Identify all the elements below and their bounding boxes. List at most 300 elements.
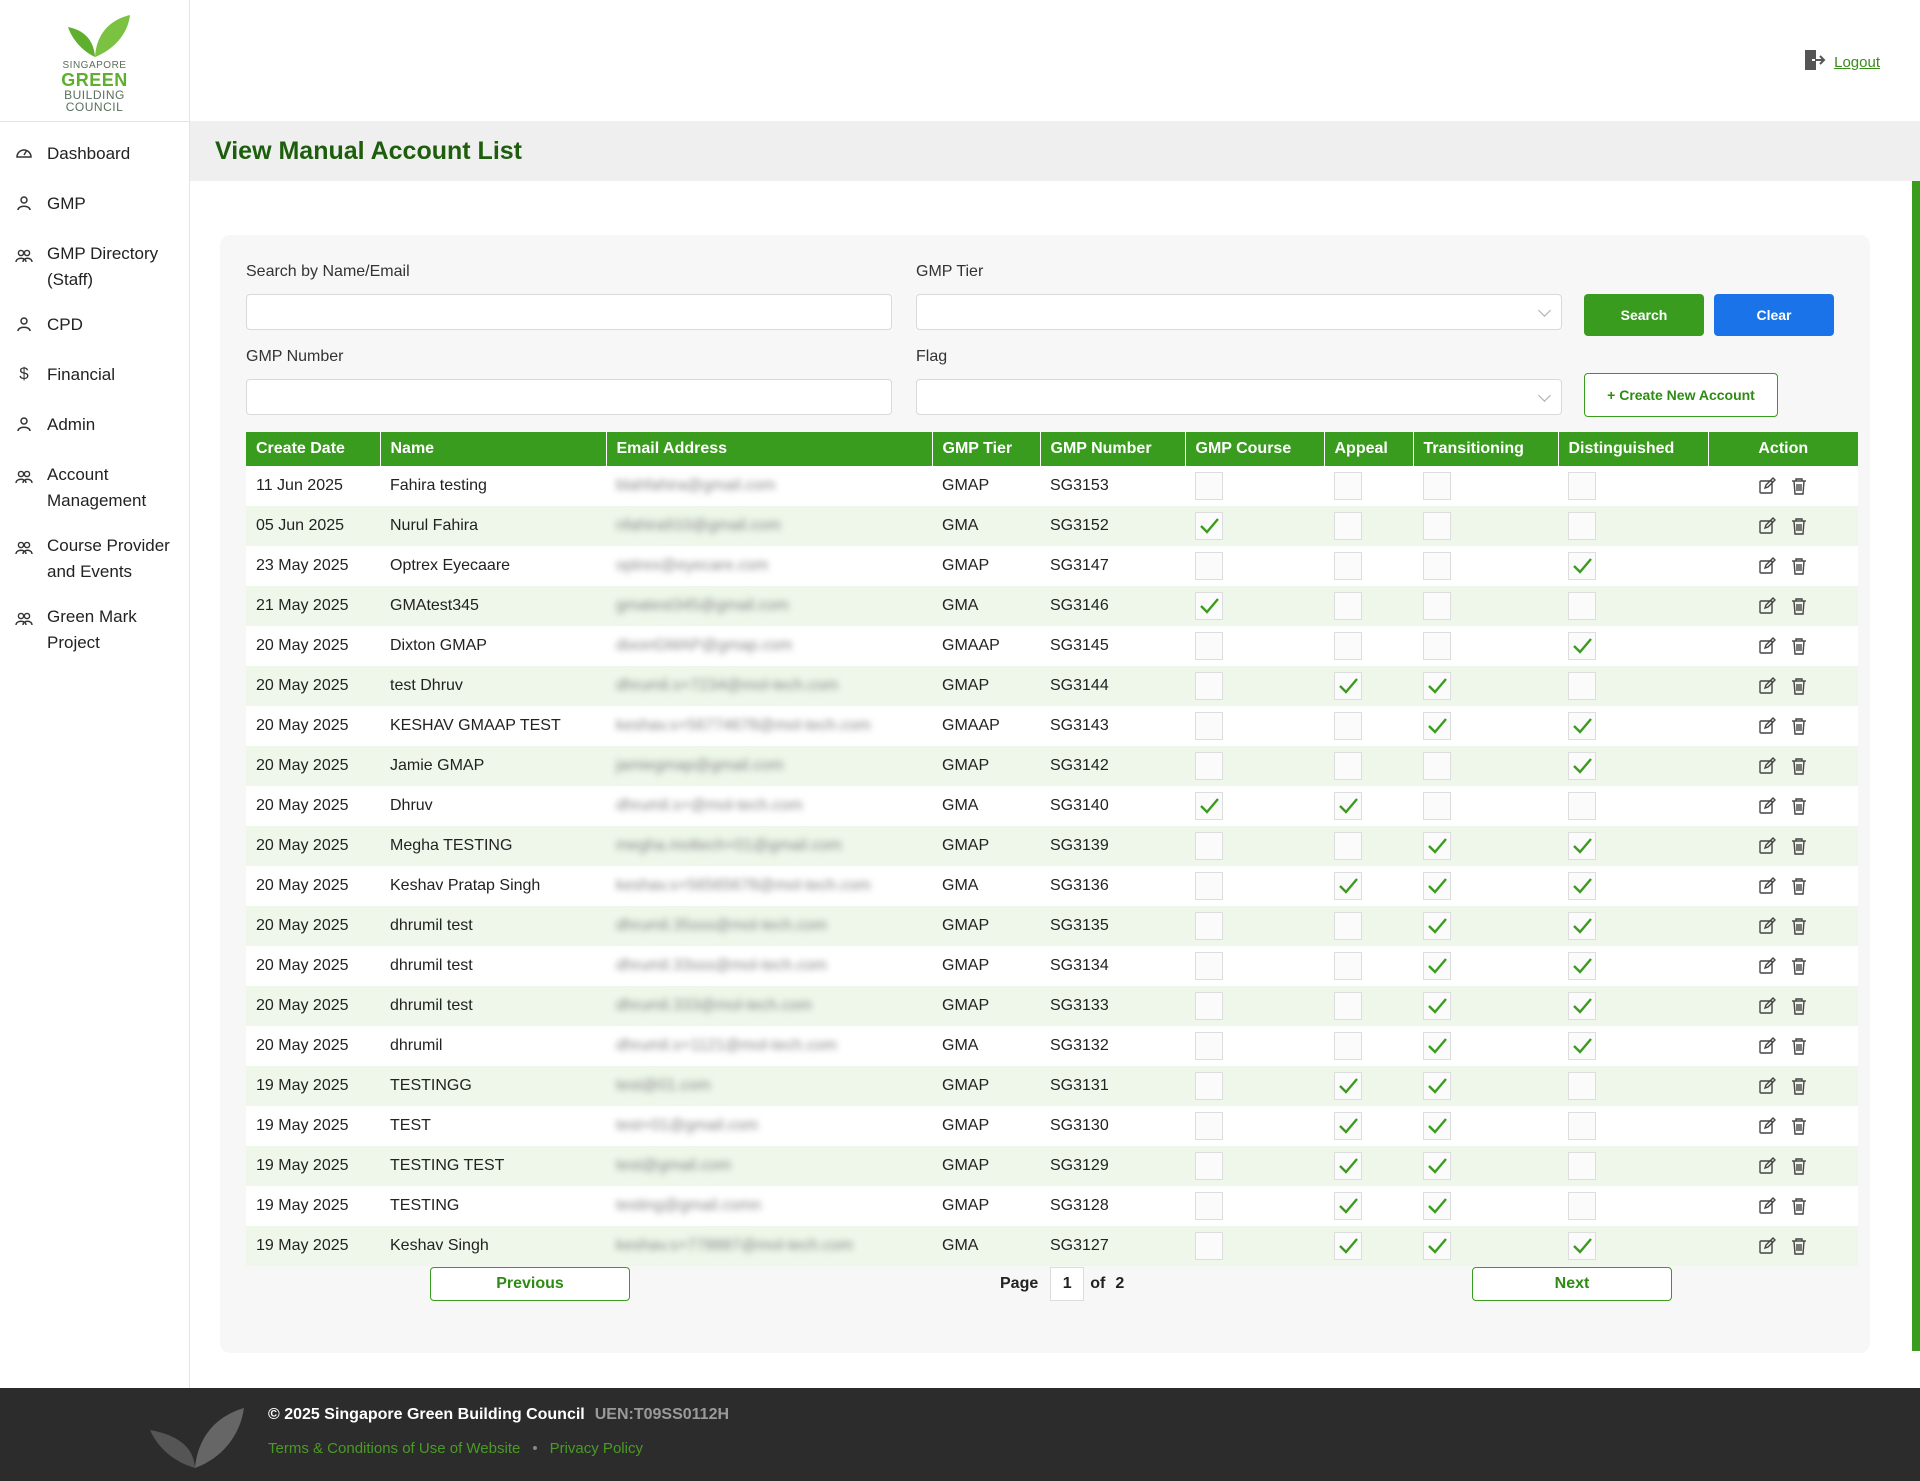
cell-email — [606, 666, 932, 706]
cell-transitioning — [1413, 706, 1558, 746]
gmp-course-checkbox[interactable] — [1195, 992, 1223, 1020]
logo-line2: GREEN — [61, 69, 128, 90]
logout-area[interactable] — [1802, 48, 1880, 77]
transitioning-checkbox[interactable] — [1423, 952, 1451, 980]
edit-icon[interactable] — [1758, 637, 1776, 655]
cell-gmp-course — [1185, 666, 1324, 706]
trash-icon[interactable] — [1790, 877, 1808, 895]
cell-appeal — [1324, 866, 1413, 906]
cell-action — [1708, 946, 1858, 986]
col-gmp-tier: GMP Tier — [932, 432, 1040, 466]
email-text: keshav.s+56774678@mol-tech.com — [616, 717, 871, 734]
sidebar-nav — [0, 122, 189, 666]
sidebar-item-financial[interactable] — [0, 353, 189, 403]
gmp-course-checkbox[interactable] — [1195, 912, 1223, 940]
cell-create-date: 19 May 2025 — [246, 1226, 380, 1266]
cell-distinguished — [1558, 786, 1708, 826]
edit-icon[interactable] — [1758, 557, 1776, 575]
edit-icon[interactable] — [1758, 517, 1776, 535]
cell-gmp-tier: GMAP — [932, 1186, 1040, 1226]
edit-icon[interactable] — [1758, 917, 1776, 935]
cell-name: Megha TESTING — [380, 826, 606, 866]
cell-name: Nurul Fahira — [380, 506, 606, 546]
sidebar-item-label: Dashboard — [47, 144, 131, 163]
distinguished-checkbox[interactable] — [1568, 1192, 1596, 1220]
gmp-course-checkbox[interactable] — [1195, 1112, 1223, 1140]
cell-gmp-tier: GMA — [932, 786, 1040, 826]
main-content — [190, 181, 1920, 1388]
cell-gmp-course — [1185, 506, 1324, 546]
appeal-checkbox[interactable] — [1334, 472, 1362, 500]
table-row — [246, 1186, 1858, 1226]
footer — [0, 1388, 1920, 1481]
sidebar-item-cpd[interactable] — [0, 303, 189, 353]
cell-transitioning — [1413, 1106, 1558, 1146]
distinguished-checkbox[interactable] — [1568, 512, 1596, 540]
transitioning-checkbox[interactable] — [1423, 752, 1451, 780]
col-transitioning: Transitioning — [1413, 432, 1558, 466]
table-row — [246, 466, 1858, 506]
cell-create-date: 23 May 2025 — [246, 546, 380, 586]
appeal-checkbox[interactable] — [1334, 512, 1362, 540]
transitioning-checkbox[interactable] — [1423, 632, 1451, 660]
logo-line1: SINGAPORE — [62, 59, 127, 71]
edit-icon[interactable] — [1758, 1237, 1776, 1255]
cell-transitioning — [1413, 506, 1558, 546]
cell-action — [1708, 586, 1858, 626]
cell-gmp-tier: GMAP — [932, 746, 1040, 786]
table-row — [246, 906, 1858, 946]
appeal-checkbox[interactable] — [1334, 552, 1362, 580]
users-icon — [14, 538, 34, 558]
cell-appeal — [1324, 506, 1413, 546]
trash-icon[interactable] — [1790, 637, 1808, 655]
user-icon — [14, 193, 34, 213]
cell-gmp-number: SG3128 — [1040, 1186, 1185, 1226]
cell-email — [606, 1146, 932, 1186]
appeal-checkbox[interactable] — [1334, 1152, 1362, 1180]
table-row — [246, 666, 1858, 706]
cell-action — [1708, 986, 1858, 1026]
cell-appeal — [1324, 706, 1413, 746]
cell-name: Dhruv — [380, 786, 606, 826]
transitioning-checkbox[interactable] — [1423, 672, 1451, 700]
cell-email — [606, 1106, 932, 1146]
trash-icon[interactable] — [1790, 997, 1808, 1015]
trash-icon[interactable] — [1790, 757, 1808, 775]
flag-select[interactable] — [916, 379, 1562, 415]
privacy-link[interactable]: Privacy Policy — [549, 1440, 643, 1457]
cell-transitioning — [1413, 1146, 1558, 1186]
uen-text: UEN:T09SS0112H — [594, 1406, 730, 1423]
gmp-course-checkbox[interactable] — [1195, 1152, 1223, 1180]
cell-action — [1708, 1186, 1858, 1226]
gmp-course-checkbox[interactable] — [1195, 792, 1223, 820]
distinguished-checkbox[interactable] — [1568, 872, 1596, 900]
edit-icon[interactable] — [1758, 597, 1776, 615]
user-icon — [14, 414, 34, 434]
cell-gmp-course — [1185, 986, 1324, 1026]
gmp-number-label: GMP Number — [246, 348, 344, 365]
transitioning-checkbox[interactable] — [1423, 472, 1451, 500]
distinguished-checkbox[interactable] — [1568, 1232, 1596, 1260]
logout-link[interactable]: Logout — [1834, 54, 1880, 71]
trash-icon[interactable] — [1790, 837, 1808, 855]
col-email: Email Address — [606, 432, 932, 466]
trash-icon[interactable] — [1790, 957, 1808, 975]
cell-distinguished — [1558, 706, 1708, 746]
cell-gmp-number: SG3147 — [1040, 546, 1185, 586]
table-row — [246, 986, 1858, 1026]
trash-icon[interactable] — [1790, 1077, 1808, 1095]
table-row — [246, 506, 1858, 546]
table-row — [246, 1026, 1858, 1066]
appeal-checkbox[interactable] — [1334, 832, 1362, 860]
cell-gmp-course — [1185, 946, 1324, 986]
gmp-course-checkbox[interactable] — [1195, 1072, 1223, 1100]
edit-icon[interactable] — [1758, 1077, 1776, 1095]
edit-icon[interactable] — [1758, 477, 1776, 495]
col-appeal: Appeal — [1324, 432, 1413, 466]
cell-gmp-tier: GMAP — [932, 546, 1040, 586]
distinguished-checkbox[interactable] — [1568, 1072, 1596, 1100]
distinguished-checkbox[interactable] — [1568, 1032, 1596, 1060]
cell-create-date: 19 May 2025 — [246, 1186, 380, 1226]
appeal-checkbox[interactable] — [1334, 592, 1362, 620]
cell-gmp-tier: GMAP — [932, 906, 1040, 946]
gmp-course-checkbox[interactable] — [1195, 712, 1223, 740]
sidebar-item-gmp[interactable] — [0, 182, 189, 232]
trash-icon[interactable] — [1790, 797, 1808, 815]
sgbc-logo[interactable] — [0, 0, 189, 122]
edit-icon[interactable] — [1758, 1157, 1776, 1175]
table-row — [246, 866, 1858, 906]
next-button[interactable]: Next — [1472, 1267, 1672, 1301]
appeal-checkbox[interactable] — [1334, 1192, 1362, 1220]
appeal-checkbox[interactable] — [1334, 672, 1362, 700]
transitioning-checkbox[interactable] — [1423, 1072, 1451, 1100]
cell-gmp-course — [1185, 786, 1324, 826]
trash-icon[interactable] — [1790, 1117, 1808, 1135]
cell-create-date: 20 May 2025 — [246, 986, 380, 1026]
transitioning-checkbox[interactable] — [1423, 1032, 1451, 1060]
cell-name: GMAtest345 — [380, 586, 606, 626]
distinguished-checkbox[interactable] — [1568, 592, 1596, 620]
transitioning-checkbox[interactable] — [1423, 792, 1451, 820]
appeal-checkbox[interactable] — [1334, 712, 1362, 740]
transitioning-checkbox[interactable] — [1423, 592, 1451, 620]
cell-action — [1708, 1066, 1858, 1106]
cell-appeal — [1324, 466, 1413, 506]
footer-separator: • — [532, 1440, 538, 1457]
cell-distinguished — [1558, 1186, 1708, 1226]
appeal-checkbox[interactable] — [1334, 952, 1362, 980]
users-icon — [14, 609, 34, 629]
distinguished-checkbox[interactable] — [1568, 1152, 1596, 1180]
sidebar-item-course-provider[interactable] — [0, 524, 189, 595]
cell-name: TEST — [380, 1106, 606, 1146]
copyright-text: © 2025 Singapore Green Building Council — [268, 1406, 585, 1423]
sidebar-item-label: GMP Directory (Staff) — [47, 244, 159, 289]
transitioning-checkbox[interactable] — [1423, 1192, 1451, 1220]
trash-icon[interactable] — [1790, 517, 1808, 535]
edit-icon[interactable] — [1758, 757, 1776, 775]
cell-gmp-tier: GMAP — [932, 1146, 1040, 1186]
page-indicator — [1000, 1267, 1124, 1301]
appeal-checkbox[interactable] — [1334, 872, 1362, 900]
cell-gmp-number: SG3140 — [1040, 786, 1185, 826]
cell-email — [606, 546, 932, 586]
edit-icon[interactable] — [1758, 837, 1776, 855]
cell-action — [1708, 906, 1858, 946]
sidebar-item-green-mark-project[interactable] — [0, 595, 189, 666]
cell-name: dhrumil — [380, 1026, 606, 1066]
cell-gmp-course — [1185, 746, 1324, 786]
gmp-number-input[interactable] — [246, 379, 892, 415]
scroll-indicator[interactable] — [1912, 181, 1920, 1351]
cell-gmp-course — [1185, 626, 1324, 666]
cell-distinguished — [1558, 866, 1708, 906]
cell-gmp-tier: GMA — [932, 1226, 1040, 1266]
trash-icon[interactable] — [1790, 1197, 1808, 1215]
distinguished-checkbox[interactable] — [1568, 472, 1596, 500]
gmp-course-checkbox[interactable] — [1195, 872, 1223, 900]
flag-label: Flag — [916, 348, 948, 365]
cell-create-date: 21 May 2025 — [246, 586, 380, 626]
edit-icon[interactable] — [1758, 717, 1776, 735]
cell-appeal — [1324, 1026, 1413, 1066]
cell-transitioning — [1413, 586, 1558, 626]
cell-gmp-number: SG3144 — [1040, 666, 1185, 706]
gmp-course-checkbox[interactable] — [1195, 472, 1223, 500]
cell-email — [606, 986, 932, 1026]
gmp-course-checkbox[interactable] — [1195, 592, 1223, 620]
sidebar-item-gmp-directory[interactable] — [0, 232, 189, 303]
trash-icon[interactable] — [1790, 597, 1808, 615]
gmp-course-checkbox[interactable] — [1195, 632, 1223, 660]
edit-icon[interactable] — [1758, 797, 1776, 815]
edit-icon[interactable] — [1758, 677, 1776, 695]
sidebar-item-dashboard[interactable] — [0, 132, 189, 182]
email-text: optrex@eyecare.com — [616, 557, 769, 574]
gmp-course-checkbox[interactable] — [1195, 672, 1223, 700]
cell-create-date: 20 May 2025 — [246, 626, 380, 666]
cell-distinguished — [1558, 1226, 1708, 1266]
sidebar-item-label: GMP — [47, 194, 86, 213]
cell-appeal — [1324, 1146, 1413, 1186]
gmp-course-checkbox[interactable] — [1195, 752, 1223, 780]
distinguished-checkbox[interactable] — [1568, 632, 1596, 660]
transitioning-checkbox[interactable] — [1423, 512, 1451, 540]
cell-distinguished — [1558, 586, 1708, 626]
cell-email — [606, 746, 932, 786]
cell-email — [606, 826, 932, 866]
cell-action — [1708, 786, 1858, 826]
cell-action — [1708, 626, 1858, 666]
cell-create-date: 20 May 2025 — [246, 826, 380, 866]
edit-icon[interactable] — [1758, 997, 1776, 1015]
cell-distinguished — [1558, 746, 1708, 786]
cell-gmp-tier: GMAP — [932, 1106, 1040, 1146]
transitioning-checkbox[interactable] — [1423, 712, 1451, 740]
distinguished-checkbox[interactable] — [1568, 792, 1596, 820]
email-text: dhrumil.333@mol-tech.com — [616, 997, 812, 1014]
transitioning-checkbox[interactable] — [1423, 872, 1451, 900]
cell-name: Keshav Singh — [380, 1226, 606, 1266]
current-page-input[interactable]: 1 — [1050, 1267, 1084, 1301]
distinguished-checkbox[interactable] — [1568, 952, 1596, 980]
transitioning-checkbox[interactable] — [1423, 1152, 1451, 1180]
trash-icon[interactable] — [1790, 1237, 1808, 1255]
cell-gmp-tier: GMA — [932, 586, 1040, 626]
transitioning-checkbox[interactable] — [1423, 912, 1451, 940]
appeal-checkbox[interactable] — [1334, 1112, 1362, 1140]
edit-icon[interactable] — [1758, 1037, 1776, 1055]
gmp-course-checkbox[interactable] — [1195, 1232, 1223, 1260]
gmp-course-checkbox[interactable] — [1195, 832, 1223, 860]
search-input[interactable] — [246, 294, 892, 330]
email-text: jamiegmap@gmail.com — [616, 757, 784, 774]
appeal-checkbox[interactable] — [1334, 632, 1362, 660]
edit-icon[interactable] — [1758, 957, 1776, 975]
transitioning-checkbox[interactable] — [1423, 992, 1451, 1020]
footer-leaf-logo-icon — [140, 1400, 250, 1470]
appeal-checkbox[interactable] — [1334, 792, 1362, 820]
cell-gmp-number: SG3131 — [1040, 1066, 1185, 1106]
edit-icon[interactable] — [1758, 877, 1776, 895]
cell-transitioning — [1413, 546, 1558, 586]
cell-gmp-number: SG3130 — [1040, 1106, 1185, 1146]
user-icon — [14, 314, 34, 334]
distinguished-checkbox[interactable] — [1568, 712, 1596, 740]
email-text: gmatest345@gmail.com — [616, 597, 789, 614]
cell-distinguished — [1558, 946, 1708, 986]
edit-icon[interactable] — [1758, 1117, 1776, 1135]
clear-button[interactable]: Clear — [1714, 294, 1834, 336]
cell-appeal — [1324, 746, 1413, 786]
distinguished-checkbox[interactable] — [1568, 992, 1596, 1020]
cell-create-date: 11 Jun 2025 — [246, 466, 380, 506]
table-row — [246, 626, 1858, 666]
gmp-course-checkbox[interactable] — [1195, 552, 1223, 580]
email-text: test+01@gmail.com — [616, 1117, 759, 1134]
cell-appeal — [1324, 1226, 1413, 1266]
cell-transitioning — [1413, 746, 1558, 786]
cell-email — [606, 706, 932, 746]
cell-email — [606, 626, 932, 666]
gmp-tier-select[interactable] — [916, 294, 1562, 330]
email-text: dhrumil.s+1121@mol-tech.com — [616, 1037, 837, 1054]
cell-name: dhrumil test — [380, 906, 606, 946]
transitioning-checkbox[interactable] — [1423, 1232, 1451, 1260]
edit-icon[interactable] — [1758, 1197, 1776, 1215]
trash-icon[interactable] — [1790, 677, 1808, 695]
appeal-checkbox[interactable] — [1334, 912, 1362, 940]
table-row — [246, 706, 1858, 746]
logout-icon[interactable] — [1802, 48, 1826, 77]
appeal-checkbox[interactable] — [1334, 1072, 1362, 1100]
cell-action — [1708, 1026, 1858, 1066]
cell-gmp-course — [1185, 1066, 1324, 1106]
sidebar — [0, 0, 190, 1388]
cell-gmp-course — [1185, 1106, 1324, 1146]
cell-create-date: 19 May 2025 — [246, 1106, 380, 1146]
previous-button[interactable]: Previous — [430, 1267, 630, 1301]
trash-icon[interactable] — [1790, 717, 1808, 735]
trash-icon[interactable] — [1790, 557, 1808, 575]
cell-transitioning — [1413, 946, 1558, 986]
cell-appeal — [1324, 546, 1413, 586]
filter-table-card — [220, 235, 1870, 1353]
trash-icon[interactable] — [1790, 917, 1808, 935]
distinguished-checkbox[interactable] — [1568, 832, 1596, 860]
distinguished-checkbox[interactable] — [1568, 1112, 1596, 1140]
cell-email — [606, 786, 932, 826]
cell-action — [1708, 666, 1858, 706]
cell-appeal — [1324, 1066, 1413, 1106]
table-row — [246, 826, 1858, 866]
transitioning-checkbox[interactable] — [1423, 832, 1451, 860]
create-new-account-button[interactable]: + Create New Account — [1584, 373, 1778, 417]
gmp-course-checkbox[interactable] — [1195, 512, 1223, 540]
distinguished-checkbox[interactable] — [1568, 672, 1596, 700]
table-row — [246, 746, 1858, 786]
cell-gmp-number: SG3129 — [1040, 1146, 1185, 1186]
gmp-course-checkbox[interactable] — [1195, 1032, 1223, 1060]
cell-name: test Dhruv — [380, 666, 606, 706]
appeal-checkbox[interactable] — [1334, 752, 1362, 780]
distinguished-checkbox[interactable] — [1568, 912, 1596, 940]
gmp-course-checkbox[interactable] — [1195, 952, 1223, 980]
sidebar-item-admin[interactable] — [0, 403, 189, 453]
cell-transitioning — [1413, 906, 1558, 946]
cell-distinguished — [1558, 1066, 1708, 1106]
search-button[interactable]: Search — [1584, 294, 1704, 336]
gmp-course-checkbox[interactable] — [1195, 1192, 1223, 1220]
transitioning-checkbox[interactable] — [1423, 552, 1451, 580]
appeal-checkbox[interactable] — [1334, 992, 1362, 1020]
trash-icon[interactable] — [1790, 1037, 1808, 1055]
cell-gmp-number: SG3143 — [1040, 706, 1185, 746]
cell-gmp-number: SG3135 — [1040, 906, 1185, 946]
appeal-checkbox[interactable] — [1334, 1232, 1362, 1260]
appeal-checkbox[interactable] — [1334, 1032, 1362, 1060]
cell-name: dhrumil test — [380, 946, 606, 986]
cell-create-date: 19 May 2025 — [246, 1066, 380, 1106]
sidebar-item-label: Green Mark Project — [47, 607, 137, 652]
cell-gmp-course — [1185, 826, 1324, 866]
cell-action — [1708, 1146, 1858, 1186]
trash-icon[interactable] — [1790, 1157, 1808, 1175]
table-row — [246, 586, 1858, 626]
logo-line3: BUILDING — [64, 87, 125, 102]
trash-icon[interactable] — [1790, 477, 1808, 495]
sidebar-item-label: Admin — [47, 415, 96, 434]
distinguished-checkbox[interactable] — [1568, 552, 1596, 580]
sidebar-item-account-management[interactable] — [0, 453, 189, 524]
dollar-icon: $ — [19, 364, 29, 383]
cell-transitioning — [1413, 1186, 1558, 1226]
cell-distinguished — [1558, 826, 1708, 866]
transitioning-checkbox[interactable] — [1423, 1112, 1451, 1140]
distinguished-checkbox[interactable] — [1568, 752, 1596, 780]
terms-link[interactable]: Terms & Conditions of Use of Website — [268, 1440, 521, 1457]
cell-transitioning — [1413, 986, 1558, 1026]
cell-create-date: 20 May 2025 — [246, 706, 380, 746]
cell-gmp-number: SG3134 — [1040, 946, 1185, 986]
cell-gmp-number: SG3136 — [1040, 866, 1185, 906]
cell-transitioning — [1413, 1066, 1558, 1106]
